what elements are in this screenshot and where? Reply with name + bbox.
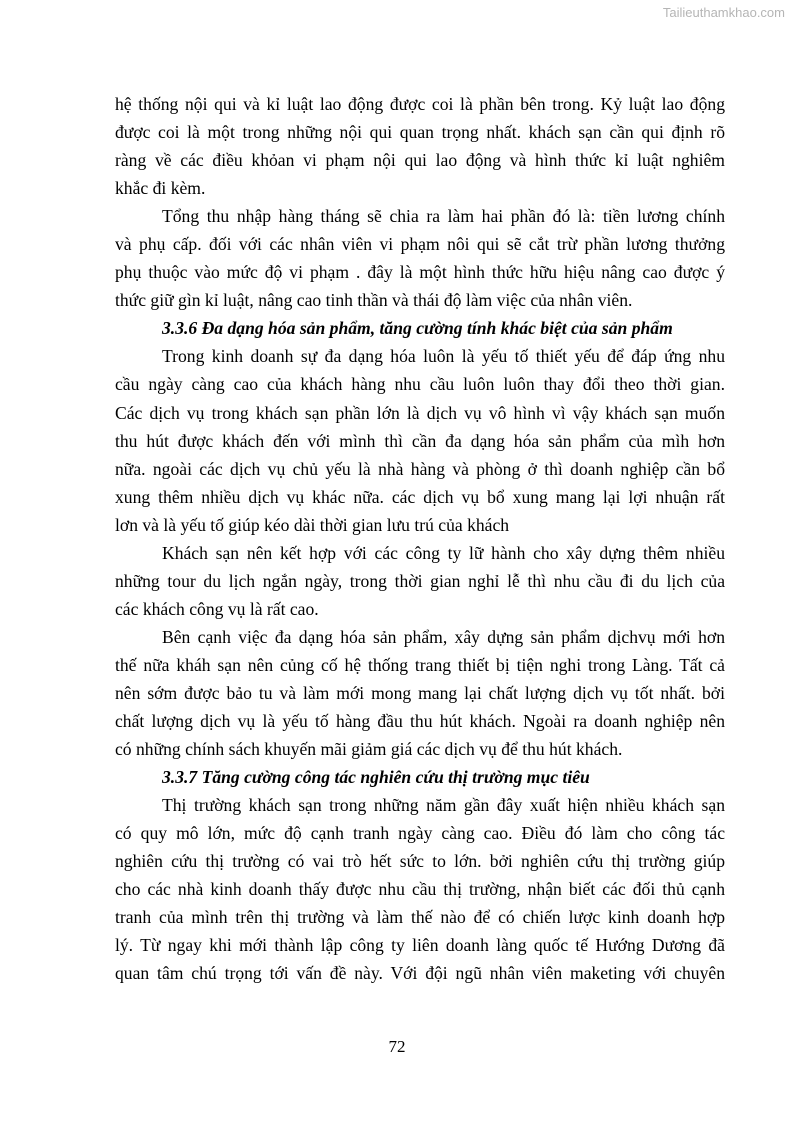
document-body [115, 90, 725, 988]
text-line: lý. Từ ngay khi mới thành lập công ty liên doanh làng quốc tế Hướng Dương đã [115, 935, 725, 956]
page-number: 72 [388, 1037, 406, 1056]
text-line: có quy mô lớn, mức độ cạnh tranh ngày càng cao. Điều đó làm cho công tác [115, 823, 725, 844]
text-line: thế nữa kháh sạn nên củng cố hệ thống trang thiết bị tiện nghi trong Làng. Tất cả [115, 654, 725, 675]
text-line: hệ thống nội qui và kỉ luật lao động được coi là phần bên trong. Kỷ luật lao động [115, 94, 725, 114]
watermark: Tailieuthamkhao.com [662, 5, 785, 20]
text-line: Khách sạn nên kết hợp với các công ty lữ hành cho xây dựng thêm nhiều [162, 542, 725, 563]
text-line: Các dịch vụ trong khách sạn phần lớn là dịch vụ vô hình vì vậy khách sạn muốn [115, 402, 725, 423]
text-line: Trong kinh doanh sự đa dạng hóa luôn là yếu tố thiết yếu để đáp ứng nhu [162, 346, 725, 367]
text-line: các khách công vụ là rất cao. [115, 598, 319, 619]
text-line: khắc đi kèm. [115, 178, 206, 199]
section-heading: 3.3.6 Đa dạng hóa sản phẩm, tăng cường tính khác biệt của sản phẩm [162, 318, 673, 339]
text-line: chất lượng dịch vụ là yếu tố hàng đầu thu hút khách. Ngoài ra doanh nghiệp nên [115, 711, 725, 732]
text-line: lơn và là yếu tố giúp kéo dài thời gian lưu trú của khách [115, 514, 510, 535]
text-line: những tour du lịch ngắn ngày, trong thời gian nghỉ lễ thì nhu cầu đi du lịch của [115, 570, 725, 591]
text-line: tranh của mình trên thị trường và làm thế nào để có chiến lược kinh doanh hợp [115, 907, 725, 928]
text-line: quan tâm chú trọng tới vấn đề này. Với đội ngũ nhân viên maketing với chuyên [115, 963, 725, 984]
text-line: thu hút được khách đến với mình thì cần đa dạng hóa sản phẩm của mìh hơn [115, 430, 725, 451]
text-line: cho các nhà kinh doanh thấy được nhu cầu thị trường, nhận biết các đối thủ cạnh [115, 879, 725, 900]
text-line: Thị trường khách sạn trong những năm gần đây xuất hiện nhiều khách sạn [162, 795, 725, 816]
text-line: nữa. ngoài các dịch vụ chủ yếu là nhà hàng và phòng ở thì doanh nghiệp cần bổ [115, 458, 725, 479]
text-line: Tổng thu nhập hàng tháng sẽ chia ra làm hai phần đó là: tiền lương chính [162, 206, 725, 227]
text-line: xung thêm nhiều dịch vụ khác nữa. các dịch vụ bổ xung mang lại lợi nhuận rất [115, 486, 725, 507]
text-line: có những chính sách khuyến mãi giảm giá các dịch vụ để thu hút khách. [115, 739, 623, 760]
text-line: nên sớm được bảo tu và làm mới mong mang lại chất lượng dịch vụ tốt nhất. bởi [115, 682, 725, 703]
text-line: Bên cạnh việc đa dạng hóa sản phẩm, xây dựng sản phẩm dịchvụ mới hơn [162, 626, 725, 647]
text-line: thức giữ gìn kỉ luật, nâng cao tinh thần và thái độ làm việc của nhân viên. [115, 290, 633, 311]
text-line: ràng về các điều khỏan vi phạm nội qui lao động và hình thức kỉ luật nghiêm [115, 150, 725, 171]
text-line: và phụ cấp. đối với các nhân viên vi phạm nôi qui sẽ cắt trừ phần lương thưởng [115, 234, 725, 255]
text-line: được coi là một trong những nội qui quan trọng nhất. khách sạn cần qui định rõ [115, 122, 725, 143]
text-line: phụ thuộc vào mức độ vi phạm . đây là một hình thức hữu hiệu nâng cao được ý [115, 262, 725, 283]
section-heading: 3.3.7 Tăng cường công tác nghiên cứu thị trường mục tiêu [162, 767, 590, 788]
text-line: cầu ngày càng cao của khách hàng nhu cầu luôn luôn thay đổi theo thời gian. [115, 374, 725, 395]
text-line: nghiên cứu thị trường có vai trò hết sức to lớn. bởi nghiên cứu thị trường giúp [115, 851, 725, 872]
